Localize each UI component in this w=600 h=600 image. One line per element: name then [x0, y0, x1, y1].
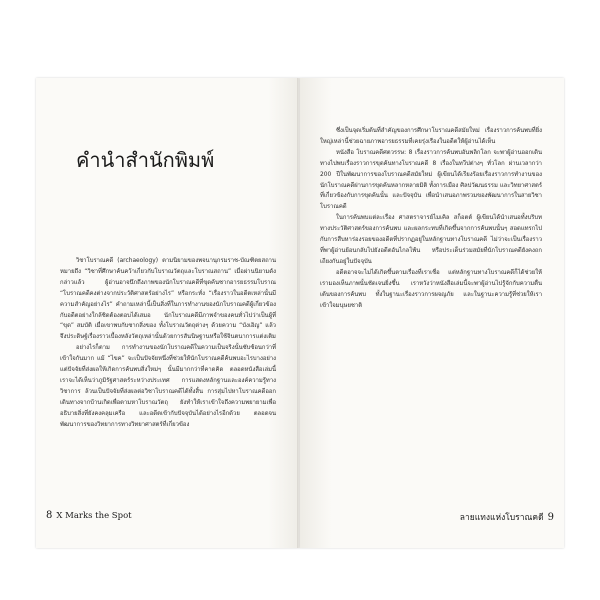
right-page-number: 9 — [547, 512, 554, 523]
right-paragraph-3: ในการค้นพบแต่ละเรื่อง ศาสตราจารย์ไมเคิล สก็อตต์ ผู้เขียนได้นำเสนอทั้งบริบททางประวัติศาสตร์ของการค้นพบ และผลกระทบที่เกิดขึ้นจากการค้นพบนั้นๆ สอดแทรกไปกับการสืบหาร่องรอยของอดีตที่ปรากฏอยู่ในหลักฐานทางโบราณคดี ไม่ว่าจะเป็นเรื่องราวที่พาผู้อ่านย้อนกลับไปยังอดีตอันไกลโพ้น หรือประเด็นร่วมสมัยที่นักโบราณคดียังคงถกเถียงกันอยู่ในปัจจุบัน — [320, 215, 542, 265]
right-paragraph-1: ซึ่งเป็นจุดเริ่มต้นที่สำคัญของการศึกษาโบราณคดีสมัยใหม่ เรื่องราวการค้นพบที่ยิ่งใหญ่เหล่านี้ช่วยฉายภาพอารยธรรมที่เคยรุ่งเรืองในอดีตให้ผู้อ่านได้เห็น — [320, 128, 542, 145]
left-page — [36, 78, 300, 548]
left-folio — [46, 510, 132, 521]
right-paragraph-2: หนังสือ โบราณคดีศตวรรษ: 8 เรื่องราวการค้นพบอันพลิกโลก จะพาผู้อ่านออกเดินทางไปพบเรื่องราวการขุดค้นทางโบราณคดี 8 เรื่องในทวีปต่างๆ ทั่วโลก ผ่านเวลากว่า 200 ปีในพัฒนาการของโบราณคดีสมัยใหม่ ผู้เขียนได้เรียงร้อยเรื่องราวการทำงานของนักโบราณคดีผ่านการขุดค้นหลากหลายมิติ ทั้งการเมือง ศิลปวัฒนธรรม และวิทยาศาสตร์ ที่เกี่ยวข้องกับการขุดค้นนั้น และปัจจุบัน เพื่อนำเสนอภาพรวมของพัฒนาการในสายวิชาโบราณคดี — [320, 149, 542, 211]
right-folio — [460, 510, 554, 524]
chapter-title: คำนำสำนักพิมพ์ — [76, 148, 215, 172]
left-paragraph-2: อย่างไรก็ตาม การทำงานของนักโบราณคดีในความเป็นจริงนั้นซับซ้อนกว่าที่เข้าใจกันมาก แม้ “ไขค” จะเป็นปัจจัยหนึ่งที่ช่วยให้นักโบราณคดีค้นพบอะไรบางอย่าง แต่ปัจจัยที่ส่งผลให้เกิดการค้นพบสิ่งใหม่ๆ นั้นมีมากกว่าที่คาดคิด ตลอดหนังสือเล่มนี้ เราจะได้เห็นว่าภูมิรัฐศาสตร์ระหว่างประเทศ การแสดงหลักฐานและองค์ความรู้ทางวิชาการ ล้วนเป็นปัจจัยที่ส่งผลต่อวิชาโบราณคดีได้ทั้งสิ้น การสุ่มไปหาโบราณคดีออกเดินทางจากบ้านเกิดเพื่อตามหาโบราณวัตถุ ยังทำให้เราเข้าใจถึงความพยายามเพื่ออธิบายสิ่งที่ยังคงคลุมเครือ และอดีตเข้ากับปัจจุบันได้อย่างไรอีกด้วย ตลอดจนพัฒนาการของวิทยาการทางวิทยาศาสตร์ที่เกี่ยวข้อง — [60, 345, 276, 428]
right-page — [300, 78, 564, 548]
left-paragraph-1: วิชาโบราณคดี (archaeology) ตามนิยามของพจนานุกรมราช-บัณฑิตยสถาน หมายถึง “วิชาที่ศึกษาค้นคว้าเกี่ยวกับโบราณวัตถุและโบราณสถาน” เมื่อผ่านนิยามดังกล่าวแล้ว ผู้อ่านอาจนึกถึงภาพของนักโบราณคดีที่ขุดค้นซากอารยธรรมโบราณ “โบราณคดีคงต่างจากประวัติศาสตร์อย่างไร” หรือกระทั่ง “เรื่องราวในอดีตเหล่านั้นมีความสำคัญอย่างไร” คำถามเหล่านี้เป็นสิ่งที่ในการทำงานของนักโบราณคดีผู้เกี่ยวข้องกับอดีตอย่างใกล้ชิดต้องตอบได้เสมอ นักโบราณคดีมีภาพจำของคนทั่วไปว่าเป็นผู้ที่ “ขุด” สมบัติ เมื่อเขาพบกับซากสิ่งของ ทั้งโบราณวัตถุต่างๆ ด้วยความ “บังเอิญ” แล้วจึงประดิษฐ์เรื่องราวเบื้องหลังวัตถุเหล่านั้นด้วยการสันนิษฐานหรือใช้จินตนาการแต่งเติม — [60, 258, 276, 341]
left-page-number: 8 — [46, 510, 53, 521]
left-running-title: X Marks the Spot — [56, 511, 132, 521]
left-page-body — [60, 256, 276, 466]
right-paragraph-4: อดีตอาจจะไม่ได้เกิดขึ้นตามเรื่องที่เราเชื่อ แต่หลักฐานทางโบราณคดีก็ได้ช่วยให้เรามองเห็นภาพนั้นชัดเจนยิ่งขึ้น เราหวังว่าหนังสือเล่มนี้จะพาผู้อ่านไปรู้จักกับความตื่นเต้นของการค้นพบ ทั้งในฐานะเรื่องราวการผจญภัย และในฐานะความรู้ที่ช่วยให้เราเข้าใจมนุษยชาติ — [320, 269, 542, 309]
right-page-body — [320, 126, 542, 471]
right-running-title: ลายแทงแห่งโบราณคดี — [459, 513, 544, 523]
